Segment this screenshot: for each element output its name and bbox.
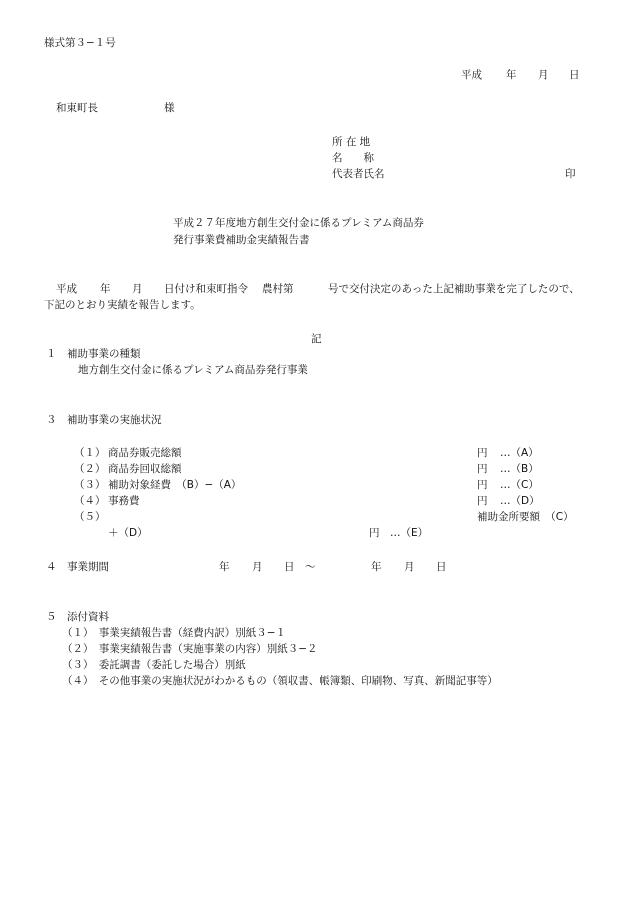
section-3-heading: ３ 補助事業の実施状況 — [46, 414, 162, 426]
section-4-heading: ４ 事業期間 — [46, 561, 109, 573]
attachment-1: （１） 事業実績報告書（経費内訳）別紙３−１ — [62, 627, 287, 639]
period-end-day: 日 — [436, 561, 447, 573]
form-number: 様式第３−１号 — [44, 37, 116, 49]
name-label: 名 称 — [332, 152, 374, 164]
addressee-honorific: 様 — [164, 102, 175, 114]
date-era: 平成 — [461, 69, 482, 81]
item-5-cont: ＋（D） — [108, 527, 148, 539]
period-end-year: 年 — [371, 561, 382, 573]
item-1-ref: …（A） — [500, 447, 539, 459]
date-month: 月 — [538, 69, 549, 81]
item-3-unit: 円 — [477, 479, 488, 491]
section-1-heading: １ 補助事業の種類 — [46, 348, 141, 360]
intro-month: 月 — [132, 283, 143, 295]
location-label: 所 在 地 — [332, 136, 371, 148]
intro-completion: 号で交付決定のあった上記補助事業を完了したので、 — [328, 283, 580, 295]
period-start-year: 年 — [219, 561, 230, 573]
representative-label: 代表者氏名 — [332, 168, 385, 180]
item-1-num: （１） — [74, 447, 106, 459]
intro-dept: 農村第 — [262, 283, 294, 295]
section-5-heading: ５ 添付資料 — [46, 611, 109, 623]
item-4-label: 事務費 — [108, 495, 140, 507]
item-3-ref: …（C） — [500, 479, 539, 491]
title-line-1: 平成２７年度地方創生交付金に係るプレミアム商品券 — [173, 217, 424, 229]
addressee-name: 和東町長 — [56, 102, 98, 114]
ki-mark: 記 — [311, 333, 322, 345]
item-5-label: 補助金所要額 （C） — [477, 511, 574, 523]
period-tilde: 〜 — [305, 561, 316, 573]
attachment-2: （２） 事業実績報告書（実施事業の内容）別紙３−２ — [62, 643, 318, 655]
intro-day-ref: 日付け和束町指令 — [164, 283, 248, 295]
item-4-ref: …（D） — [500, 495, 540, 507]
item-1-label: 商品券販売総額 — [108, 447, 182, 459]
title-line-2: 発行事業費補助金実績報告書 — [173, 234, 310, 246]
item-3-label: 補助対象経費 （B）−（A） — [108, 479, 242, 491]
item-5-ref: …（E） — [390, 527, 429, 539]
item-5-num: （５） — [74, 511, 106, 523]
item-3-num: （３） — [74, 479, 106, 491]
item-4-num: （４） — [74, 495, 106, 507]
seal-mark: 印 — [565, 168, 576, 180]
attachment-4: （４） その他事業の実施状況がわかるもの（領収書、帳簿類、印刷物、写真、新聞記事等） — [62, 675, 498, 687]
period-end-month: 月 — [404, 561, 415, 573]
item-2-num: （２） — [74, 463, 106, 475]
intro-line-2: 下記のとおり実績を報告します。 — [44, 299, 201, 311]
item-2-label: 商品券回収総額 — [108, 463, 182, 475]
section-1-body: 地方創生交付金に係るプレミアム商品券発行事業 — [78, 364, 308, 376]
item-2-unit: 円 — [477, 463, 488, 475]
item-4-unit: 円 — [477, 495, 488, 507]
item-1-unit: 円 — [477, 447, 488, 459]
intro-year: 年 — [100, 283, 111, 295]
period-start-day: 日 — [284, 561, 295, 573]
intro-era: 平成 — [56, 283, 77, 295]
period-start-month: 月 — [252, 561, 263, 573]
item-2-ref: …（B） — [500, 463, 539, 475]
date-day: 日 — [569, 69, 580, 81]
item-5-unit: 円 — [369, 527, 380, 539]
attachment-3: （３） 委託調書（委託した場合）別紙 — [62, 659, 246, 671]
date-year: 年 — [506, 69, 517, 81]
